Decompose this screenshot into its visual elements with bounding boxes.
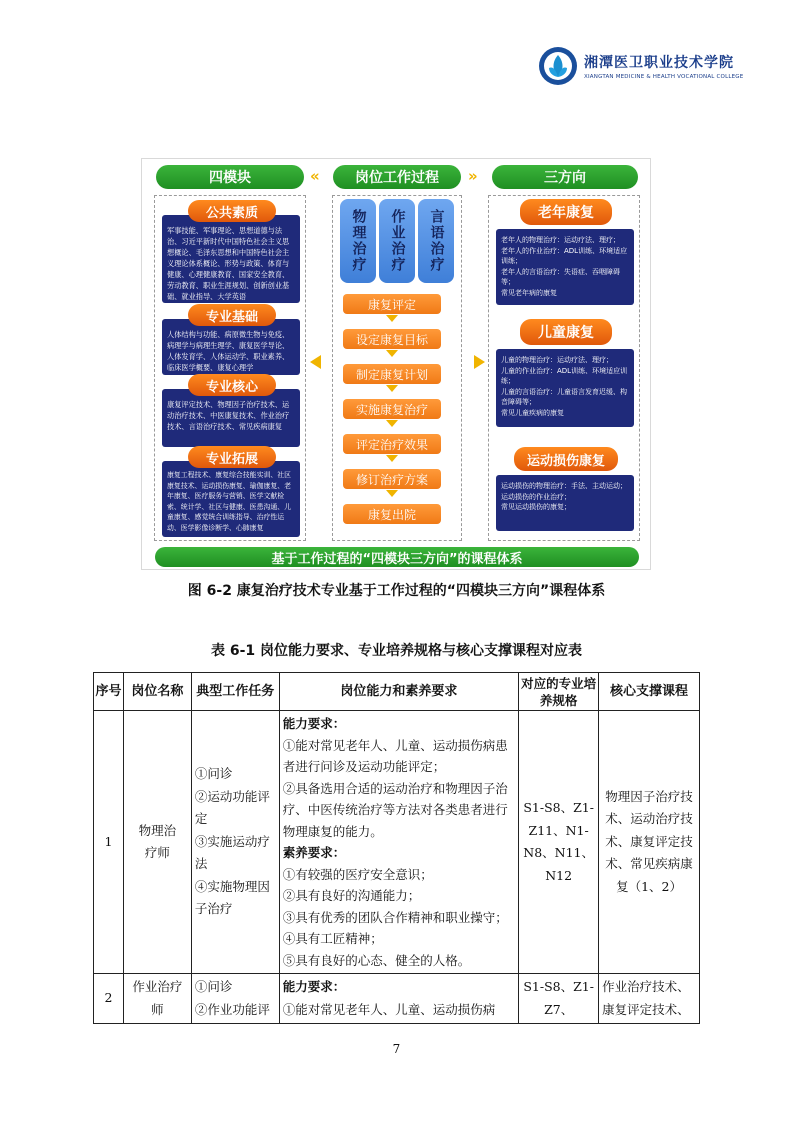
process-step: 实施康复治疗	[343, 399, 441, 419]
task-item: ②作业功能评	[194, 1001, 270, 1017]
direction-title: 老年康复	[520, 199, 612, 225]
ability-item: ②具备选用合适的运动治疗和物理因子治疗、中医传统治疗等方法对各类患者进行物理康复的能力。	[282, 780, 508, 839]
training-spec: S1-S8、Z1-Z7、	[519, 974, 599, 1024]
typical-tasks	[191, 711, 279, 974]
quality-heading: 素养要求：	[282, 845, 346, 860]
task-item: ①问诊	[194, 979, 233, 994]
college-emblem-icon	[538, 46, 578, 86]
task-item: ①问诊	[194, 766, 233, 782]
direction-line: 儿童的物理治疗：运动疗法、理疗；	[501, 356, 613, 364]
direction-line: 运动损伤的作业治疗；	[501, 492, 571, 501]
down-arrow-icon	[386, 315, 398, 322]
task-item: ③实施运动疗法	[194, 833, 270, 872]
ability-requirements	[279, 711, 519, 974]
ability-requirements	[279, 974, 519, 1024]
ability-heading: 能力要求：	[282, 716, 346, 731]
ability-item: ①能对常见老年人、儿童、运动损伤病患者进行问诊及运动功能评定；	[282, 737, 508, 774]
column-header: 典型工作任务	[191, 673, 279, 711]
logo-chinese-name: 湘潭医卫职业技术学院	[584, 55, 734, 71]
column-header: 序号	[94, 673, 124, 711]
table-row	[94, 711, 700, 974]
module-content: 军事技能、军事理论、思想道德与法治、习近平新时代中国特色社会主义思想概论、毛泽东思想和中国特色社会主义理论体系概论、形势与政策、体育与健康、心理健康教育、国家安全教育、劳动教育、职业生涯规划、创新创业基础、就业指导、大学英语	[162, 215, 300, 303]
curriculum-banner: 基于工作过程的“四模块三方向”的课程体系	[155, 547, 639, 567]
speech-therapy-tile: 言语治疗	[418, 199, 454, 283]
process-step: 制定康复计划	[343, 364, 441, 384]
core-courses: 作业治疗技术、康复评定技术、	[599, 974, 700, 1024]
direction-line: 老年人的作业治疗：ADL训练、环境适应训练；	[501, 246, 628, 265]
process-step: 设定康复目标	[343, 329, 441, 349]
quality-item: ③具有优秀的团队合作精神和职业操守；	[282, 909, 508, 925]
direction-content	[496, 349, 634, 427]
row-number: 2	[94, 974, 124, 1024]
down-arrow-icon	[386, 490, 398, 497]
curriculum-diagram	[141, 158, 651, 570]
module-content: 人体结构与功能、病原微生物与免疫、病理学与病理生理学、康复医学导论、人体发育学、人体运动学、职业素养、临床医学概要、康复心理学	[162, 319, 300, 375]
task-item: ②运动功能评定	[194, 788, 270, 827]
typical-tasks	[191, 974, 279, 1024]
post-name: 物理治疗师	[123, 711, 191, 974]
arrow-left-icon	[310, 355, 321, 369]
down-arrow-icon	[386, 420, 398, 427]
direction-content	[496, 229, 634, 305]
physical-therapy-tile: 物理治疗	[340, 199, 376, 283]
down-arrow-icon	[386, 385, 398, 392]
three-directions-heading: 三方向	[492, 165, 638, 189]
four-modules-heading: 四模块	[156, 165, 304, 189]
quality-item: ⑤具有良好的心态、健全的人格。	[282, 952, 471, 968]
module-title: 专业基础	[188, 304, 276, 326]
direction-title: 儿童康复	[520, 319, 612, 345]
task-item: ④实施物理因子治疗	[194, 878, 270, 917]
row-number: 1	[94, 711, 124, 974]
direction-line: 运动损伤的物理治疗：手法、主动运动；	[501, 482, 627, 490]
direction-line: 常见运动损伤的康复；	[501, 503, 571, 511]
direction-line: 老年人的物理治疗：运动疗法、理疗；	[501, 236, 620, 244]
work-process-heading: 岗位工作过程	[333, 165, 461, 189]
quality-item: ④具有工匠精神；	[282, 931, 383, 946]
core-courses: 物理因子治疗技术、运动治疗技术、康复评定技术、常见疾病康复（1、2）	[599, 711, 700, 974]
column-header: 岗位名称	[123, 673, 191, 711]
process-step: 康复出院	[343, 504, 441, 524]
direction-line: 儿童的言语治疗：儿童语言发育迟缓、构音障碍等；	[501, 387, 627, 406]
right-chevron-icon: »	[468, 167, 478, 185]
module-title: 公共素质	[188, 200, 276, 222]
direction-line: 儿童的作业治疗：ADL训练、环境适应训练；	[501, 366, 628, 385]
left-chevron-icon: «	[310, 167, 320, 185]
table-header-row	[94, 673, 700, 711]
occupational-therapy-tile: 作业治疗	[379, 199, 415, 283]
ability-heading: 能力要求：	[282, 979, 346, 994]
figure-caption: 图 6-2 康复治疗技术专业基于工作过程的“四模块三方向”课程体系	[187, 583, 606, 599]
post-name: 作业治疗师	[123, 974, 191, 1024]
direction-content	[496, 475, 634, 531]
quality-item: ①有较强的医疗安全意识；	[282, 866, 433, 882]
arrow-right-icon	[474, 355, 485, 369]
process-step: 康复评定	[343, 294, 441, 314]
module-content: 康复评定技术、物理因子治疗技术、运动治疗技术、中医康复技术、作业治疗技术、言语治疗技术、常见疾病康复	[162, 389, 300, 447]
process-step: 修订治疗方案	[343, 469, 441, 489]
direction-title: 运动损伤康复	[514, 447, 618, 471]
direction-line: 常见老年病的康复	[501, 288, 557, 297]
column-header: 岗位能力和素养要求	[279, 673, 519, 711]
college-logo	[538, 44, 768, 88]
down-arrow-icon	[386, 350, 398, 357]
table-row	[94, 974, 700, 1024]
ability-item: ①能对常见老年人、儿童、运动损伤病	[282, 1001, 496, 1017]
direction-line: 常见儿童疾病的康复	[501, 408, 564, 417]
page-number: 7	[392, 1042, 401, 1056]
quality-item: ②具有良好的沟通能力；	[282, 888, 421, 903]
module-content: 康复工程技术、康复综合技能实训、社区康复技术、运动损伤康复、瑜伽康复、老年康复、医疗服务与营销、医学文献检索、统计学、社区与健康、医患沟通、儿童康复、感觉统合训练指导、治疗性运动、医学影像诊断学、心肺康复	[162, 461, 300, 537]
logo-english-name: XIANGTAN MEDICINE & HEALTH VOCATIONAL COLLEGE	[584, 74, 744, 80]
table-title: 表 6-1 岗位能力要求、专业培养规格与核心支撑课程对应表	[210, 643, 583, 659]
training-spec: S1-S8、Z1-Z11、N1-N8、N11、N12	[519, 711, 599, 974]
column-header: 核心支撑课程	[599, 673, 700, 711]
module-title: 专业核心	[188, 374, 276, 396]
direction-line: 老年人的言语治疗：失语症、吞咽障碍等；	[501, 267, 620, 286]
process-step: 评定治疗效果	[343, 434, 441, 454]
requirements-table	[93, 672, 700, 1024]
column-header: 对应的专业培养规格	[519, 673, 599, 711]
module-title: 专业拓展	[188, 446, 276, 468]
down-arrow-icon	[386, 455, 398, 462]
